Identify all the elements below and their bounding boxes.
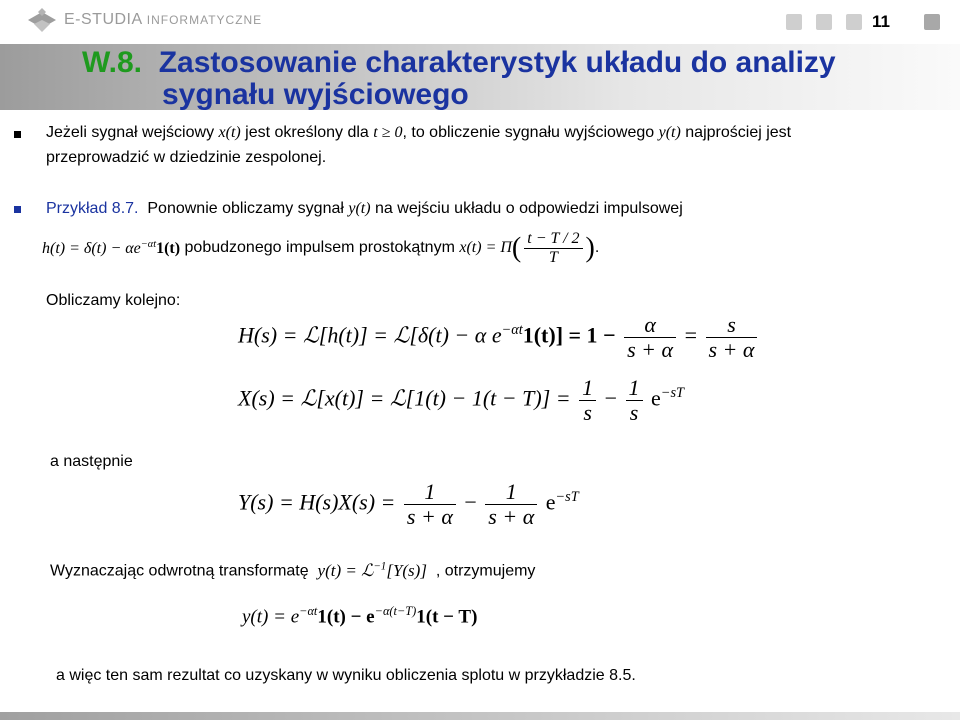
title-line1: Zastosowanie charakterystyk układu do analizy [158,46,836,79]
calc-intro: Obliczamy kolejno: [46,292,181,309]
math-y-t: y(t) [658,124,681,141]
footer-bar [0,712,960,720]
inverse-line: Wyznaczając odwrotną transformatę y(t) = ℒ$^{-1}$[Y(s)] , otrzymujemy [50,560,536,580]
nav-square-icon[interactable] [924,14,940,30]
estudia-logo-icon [24,6,60,36]
nav-square-icon[interactable] [786,14,802,30]
example-label: Przykład 8.7. [46,200,139,217]
equation-X: X(s) = ℒ[x(t)] = ℒ[1(t) − 1(t − T)] = $\frac{1}{s}$ − $\frac{1}{s}$ $e^{-sT}$ [238,375,684,426]
bullet-square-icon [14,206,21,213]
math-t-ge-0: t ≥ 0 [373,124,403,141]
page-title [82,46,836,80]
nav-square-icon[interactable] [816,14,832,30]
logo [24,6,264,36]
equation-y-result: $y(t) = e^{-\alpha t}1(t) - e^{-\alpha(t-T)}1(t - T)$ [242,604,478,628]
math-inverse: y(t) = ℒ$^{-1}$[Y(s)] [317,560,427,580]
then-label: a następnie [50,453,133,470]
title-number: W.8. [82,46,143,79]
page-number: 11 [872,12,890,31]
paragraph-2-line-2: $h(t) = \delta(t) - \alpha e^{-\alpha t}1(t)$ pobudzonego impulsem prostokątnym x(t) = Π( $\frac{t - T / 2}{T}$ ). [42,230,600,266]
conclusion: a więc ten sam rezultat co uzyskany w wyniku obliczenia splotu w przykładzie 8.5. [56,667,636,684]
paragraph-1-line-2: przeprowadzić w dziedzinie zespolonej. [46,149,327,166]
paragraph-2-line-1: Przykład 8.7. Ponownie obliczamy sygnał y(t) na wejściu układu o odpowiedzi impulsowej [46,200,683,217]
math-x-rect: x(t) = Π( $\frac{t - T / 2}{T}$ ) [459,230,595,266]
nav-square-icon[interactable] [846,14,862,30]
logo-text: E-STUDIA INFORMATYCZNE [64,11,263,28]
math-h-t: $h(t) = \delta(t) - \alpha e^{-\alpha t}1(t)$ [42,238,181,257]
paragraph-1-line-1: Jeżeli sygnał wejściowy x(t) jest określony dla t ≥ 0, to obliczenie sygnału wyjściowego y(t) najprościej jest [46,124,792,141]
math-x-t: x(t) [218,124,241,141]
math-y-t: y(t) [348,200,371,217]
equation-H: H(s) = ℒ[h(t)] = ℒ[δ(t) − α $e^{-\alpha t}1(t)] = 1$ − $\frac{\alpha}{s + \alpha}$ = $\frac{s}{s + \alpha}$ [238,313,760,362]
title-line2: sygnału wyjściowego [162,78,469,111]
header-bar [0,0,960,44]
bullet-square-icon [14,131,21,138]
equation-Y: Y(s) = H(s)X(s) = $\frac{1}{s + \alpha}$ − $\frac{1}{s + \alpha}$ $e^{-sT}$ [238,479,579,530]
